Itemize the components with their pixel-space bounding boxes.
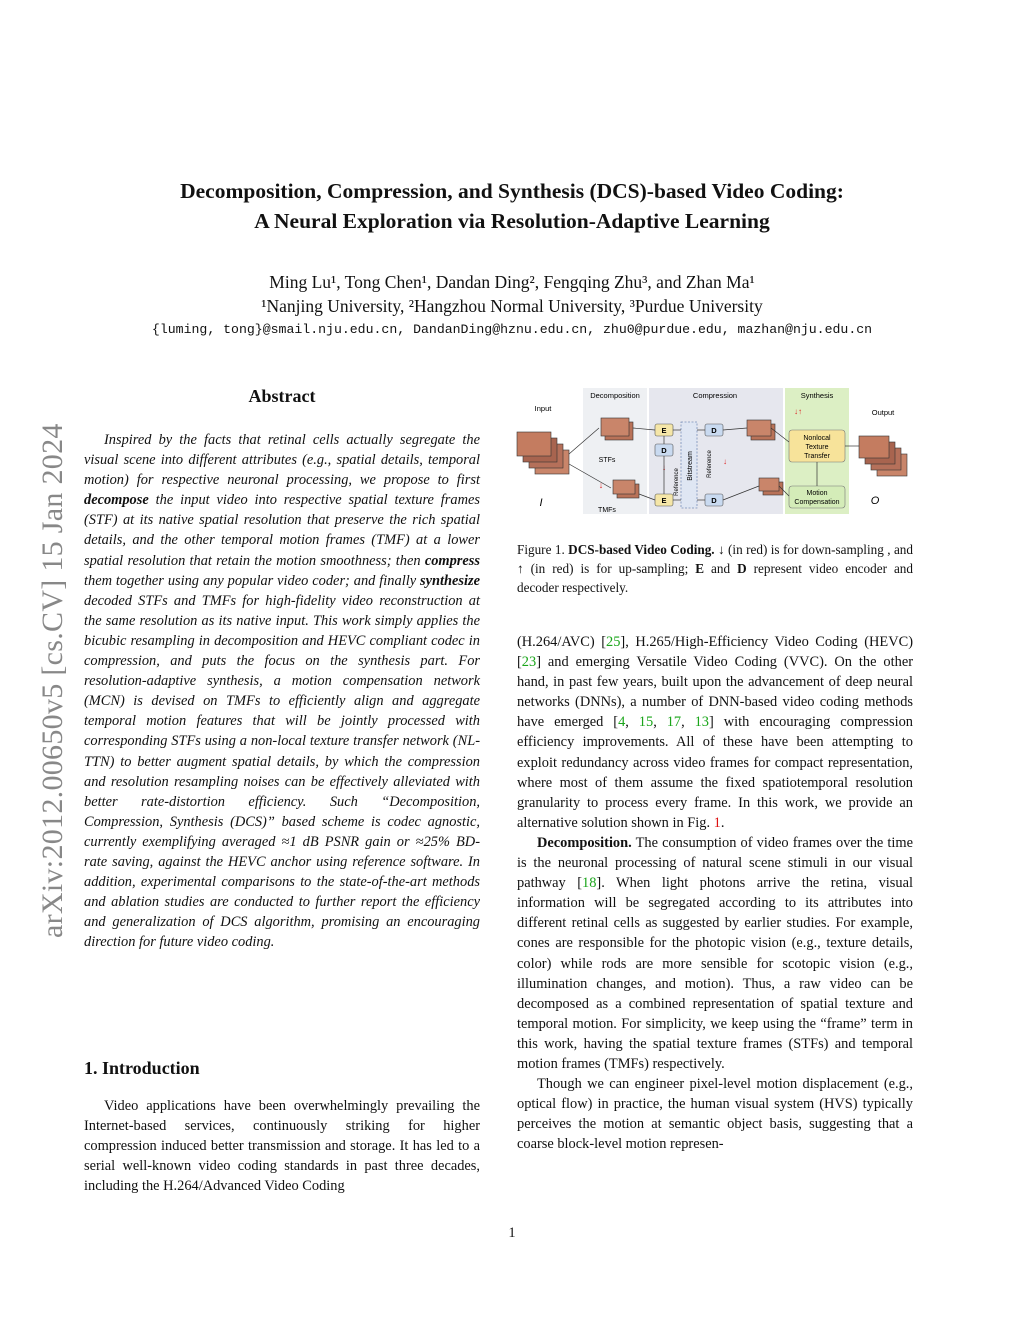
- right-paragraph-2: [517, 833, 913, 1074]
- text-span: ]. When light photons arrive the retina, visual information will be segregated according to its attributes into different retinal cells as suggested by earlier studies. For example, cones are responsible for the photopic vision (e.g., texture details, color) while rods are more sensible for scotopic vision (e.g., illumination changes, and motion). Thus, a raw video can be decomposed as a combined representation of spatial texture and temporal motion. For simplicity, we keep using the “frame” term in this work, having the spatial texture frames (STFs) and temporal motion frames (TMFs) respectively.: [517, 875, 913, 1072]
- right-column-text: [517, 632, 913, 1154]
- page-number: 1: [508, 1225, 516, 1241]
- abstract-text-b: the input video into respective spatial texture frames (STF) at its native spatial resolution that preserve the rich spatial details, and the other temporal motion frames (TMF) at a lower spatial resolution that retain the motion smoothness; then: [84, 492, 480, 569]
- reference-label-left: Reference: [674, 468, 680, 496]
- intro-body: [84, 1096, 480, 1196]
- title-line-2: A Neural Exploration via Resolution-Adaptive Learning: [254, 209, 770, 233]
- downsample-arrow: ↓: [598, 480, 604, 490]
- paper-title: [60, 176, 964, 236]
- email-list: {luming, tong}@smail.nju.edu.cn, DandanDing@hznu.edu.cn, zhu0@purdue.edu, mazhan@nju.edu.cn: [151, 322, 873, 337]
- abstract-heading: Abstract: [248, 386, 316, 406]
- text-span: ,: [681, 714, 695, 731]
- caption-encoder: E: [695, 561, 705, 576]
- input-symbol: I: [539, 497, 543, 509]
- abstract-text-d: decoded STFs and TMFs for high-fidelity video reconstruction at the same resolution as its native input. This work simply applies the bicubic resampling in decomposition and HEVC compliant codec in compression, and puts the focus on the synthesis part. For resolution-adaptive synthesis, a motion compensation network (MCN) is devised on TMFs to efficiently align and aggregate temporal motion features that will be jointly processed with corresponding STFs using a non-local texture transfer network (NL-TTN) to better augment spatial details, by which the compression and resolution resampling noises can be effectively alleviated with better rate-distortion efficiency. Such “Decomposition, Compression, Synthesis (DCS)” based scheme is codec agnostic, currently exemplifying averaged ≈1 dB PSNR gain or ≈25% BD-rate saving, against the HEVC anchor using reference software. In addition, experimental comparisons to the state-of-the-art methods and ablation studies are conducted to further report the efficiency and generalization of DCS algorithm, promising an encouraging direction for future video coding.: [84, 592, 480, 951]
- citation-link[interactable]: 25: [606, 634, 621, 650]
- author-list: Ming Lu¹, Tong Chen¹, Dandan Ding², Fengqing Zhu³, and Zhan Ma¹: [269, 272, 755, 292]
- encoder-bottom-label: E: [661, 496, 667, 505]
- citation-link[interactable]: 18: [582, 875, 597, 892]
- citation-link[interactable]: 15: [638, 714, 654, 731]
- caption-text-b: represent video encoder and decoder respectively.: [517, 561, 913, 595]
- stf-frames: [601, 418, 633, 440]
- text-span: ,: [625, 714, 639, 731]
- compression-label: Compression: [692, 391, 738, 400]
- tmf-frames: [613, 480, 639, 498]
- abstract-text-c: them together using any popular video coder; and finally: [84, 572, 421, 589]
- citation-link[interactable]: 13: [694, 714, 709, 731]
- arxiv-stamp: arXiv:2012.00650v5 [cs.CV] 15 Jan 2024: [36, 423, 69, 938]
- paragraph-heading-decomposition: Decomposition.: [537, 834, 632, 851]
- text-span: ] with encouraging compression efficiency improvements. All of these have been attempting to exploit redundancy across video frames for compact representation, where most of them assume the fixed spatiotemporal resolution granularity to process every frame. In this work, we provide an alternative solution shown in Fig.: [517, 714, 913, 831]
- title-line-1: Decomposition, Compression, and Synthesis (DCS)-based Video Coding:: [180, 179, 844, 203]
- caption-paragraph: [517, 540, 913, 597]
- text-span: ] and emerging Versatile Video Coding (VVC). On the other hand, in past few years, built upon the advancement of deep neural networks (DNNs), a number of DNN-based video coding methods have emerged [: [517, 654, 913, 731]
- input-frame-stack: [517, 432, 569, 474]
- nltt-label-1: Nonlocal: [803, 435, 831, 442]
- citation-link[interactable]: 23: [521, 654, 537, 671]
- abstract-paragraph: [84, 430, 480, 952]
- output-frame-stack: [859, 436, 907, 476]
- citation-link[interactable]: 17: [666, 714, 682, 731]
- intro-paragraph: Video applications have been overwhelmingly prevailing the Internet-based services, continuously striking for higher compression induced better transmission and storage. It has led to a serial well-known video coding standards in past three decades, including the H.264/Advanced Video Coding: [84, 1098, 480, 1195]
- bitstream-label: Bitstream: [687, 451, 694, 481]
- keyword-decompose: decompose: [84, 492, 149, 509]
- figure-ref-link[interactable]: 1: [713, 814, 721, 831]
- synthesis-label: Synthesis: [800, 391, 834, 400]
- reference-downsample-arrow: ↓: [662, 463, 666, 472]
- nltt-label-2: Texture: [805, 444, 829, 451]
- caption-and: and: [704, 561, 738, 576]
- text-span: ], H.265/High-Efficiency Video Coding (HEVC) [: [517, 634, 913, 671]
- tmfs-label: TMFs: [598, 507, 616, 514]
- encoder-top-label: E: [661, 426, 667, 435]
- caption-label: Figure 1.: [517, 542, 565, 557]
- decoder-top-label: D: [711, 426, 717, 435]
- nltt-label-3: Transfer: [804, 453, 830, 460]
- citation-link[interactable]: 4: [618, 714, 626, 731]
- decomposition-label: Decomposition: [590, 391, 640, 400]
- figure-1-caption: [517, 540, 913, 597]
- text-span: The consumption of video frames over the time is the neuronal processing of natural scene stimuli in our visual pathway [: [517, 834, 913, 892]
- decoder-bottom-label: D: [711, 496, 717, 505]
- input-label: Input: [534, 404, 552, 413]
- author-block: [60, 270, 964, 318]
- output-symbol: O: [870, 495, 880, 507]
- text-span: .: [720, 814, 725, 831]
- keyword-synthesize: synthesize: [420, 572, 480, 589]
- caption-text-a: ↓ (in red) is for down-sampling , and ↑ (in red) is for up-sampling;: [517, 542, 913, 576]
- abstract-text-a: Inspired by the facts that retinal cells actually segregate the visual scene into different attributes (e.g., spatial details, temporal motion) for respective neuronal processing, we propose to first: [84, 432, 480, 489]
- mc-label-1: Motion: [806, 490, 828, 497]
- section-heading-introduction: 1. Introduction: [84, 1058, 200, 1078]
- right-paragraph-3: Though we can engineer pixel-level motion displacement (e.g., optical flow) in practice, the human visual system (HVS) typically perceives the motion at semantic object basis, suggesting that a coarse block-level motion represen-: [517, 1076, 913, 1153]
- text-span: ,: [653, 714, 667, 731]
- caption-decoder: D: [737, 561, 747, 576]
- up-down-arrows: ↓↑: [794, 407, 802, 416]
- right-paragraph-1: [517, 632, 913, 833]
- figure-1: [515, 384, 915, 524]
- reference-label-right: Reference: [707, 450, 713, 478]
- decoder-mid-label: D: [661, 446, 667, 455]
- mc-label-2: Compensation: [794, 499, 840, 506]
- affiliations: ¹Nanjing University, ²Hangzhou Normal University, ³Purdue University: [261, 296, 763, 316]
- decoded-stf-frames: [747, 420, 775, 440]
- keyword-compress: compress: [424, 552, 480, 569]
- decoded-downsample-arrow: ↓: [723, 457, 727, 466]
- output-label: Output: [871, 408, 895, 417]
- figure-diagram: [515, 384, 915, 524]
- text-span: (H.264/AVC) [: [517, 634, 607, 650]
- caption-title: DCS-based Video Coding.: [568, 542, 715, 557]
- stfs-label: STFs: [598, 457, 616, 464]
- abstract-body: [84, 430, 480, 952]
